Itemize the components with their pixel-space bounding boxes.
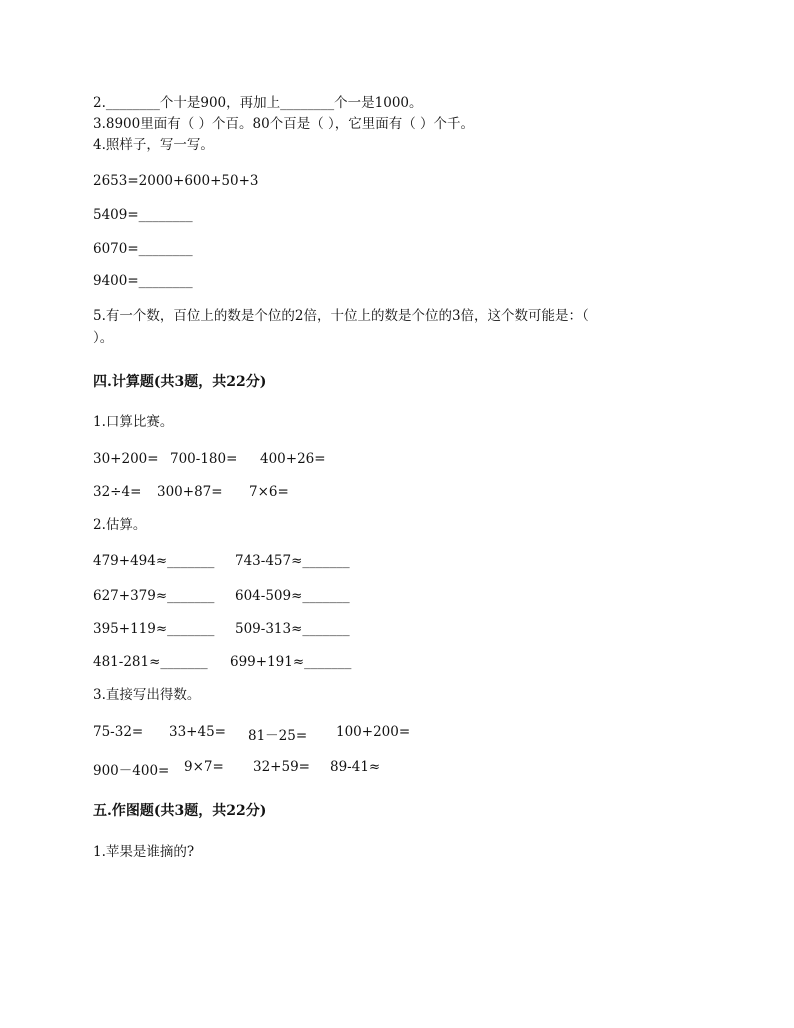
calc-item: 700-180= <box>170 451 238 467</box>
estimate-item: 604-509≈_______ <box>235 588 350 604</box>
question-4-example: 2653=2000+600+50+3 <box>93 173 259 189</box>
calc-q1-prompt: 1.口算比赛。 <box>93 414 174 430</box>
calc-item: 33+45= <box>169 724 226 740</box>
calc-item: 900－400= <box>93 763 170 779</box>
question-4-item: 9400=________ <box>93 273 193 289</box>
question-4-prompt: 4.照样子，写一写。 <box>93 137 214 153</box>
question-2: 2.________个十是900，再加上________个一是1000。 <box>93 95 423 111</box>
estimate-item: 743-457≈_______ <box>235 553 350 569</box>
estimate-item: 395+119≈_______ <box>93 621 215 637</box>
calc-item: 32+59= <box>253 759 310 775</box>
calc-q2-prompt: 2.估算。 <box>93 517 147 533</box>
estimate-item: 627+379≈_______ <box>93 588 215 604</box>
calc-item: 9×7= <box>184 759 224 775</box>
question-3: 3.8900里面有（ ）个百。80个百是（ ），它里面有（ ）个千。 <box>93 116 475 132</box>
calc-item: 7×6= <box>249 484 289 500</box>
question-5-line1: 5.有一个数，百位上的数是个位的2倍，十位上的数是个位的3倍，这个数可能是：（ <box>93 308 589 324</box>
section-heading-calculation: 四.计算题(共3题，共22分) <box>93 374 267 390</box>
calc-item: 89-41≈ <box>330 759 381 775</box>
question-4-item: 5409=________ <box>93 207 193 223</box>
drawing-q1: 1.苹果是谁摘的? <box>93 844 195 860</box>
calc-item: 81－25= <box>248 728 308 744</box>
calc-item: 400+26= <box>260 451 326 467</box>
section-heading-drawing: 五.作图题(共3题，共22分) <box>93 803 267 819</box>
calc-q3-prompt: 3.直接写出得数。 <box>93 687 201 703</box>
calc-item: 75-32= <box>93 724 144 740</box>
question-5-line2: ）。 <box>93 330 114 346</box>
calc-item: 32÷4= <box>93 484 142 500</box>
estimate-item: 509-313≈_______ <box>235 621 350 637</box>
calc-item: 100+200= <box>336 724 411 740</box>
calc-item: 300+87= <box>157 484 223 500</box>
estimate-item: 481-281≈_______ <box>93 654 208 670</box>
estimate-item: 479+494≈_______ <box>93 553 215 569</box>
calc-item: 30+200= <box>93 451 159 467</box>
question-4-item: 6070=________ <box>93 241 193 257</box>
estimate-item: 699+191≈_______ <box>230 654 352 670</box>
